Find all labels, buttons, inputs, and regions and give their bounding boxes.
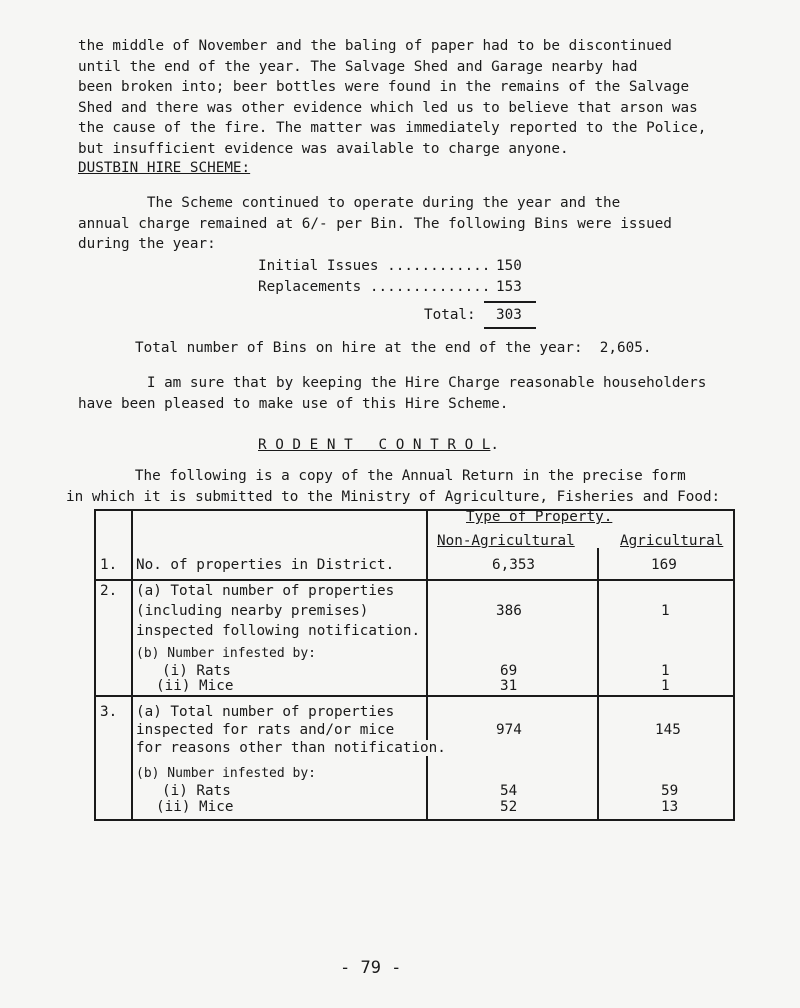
non-agricultural-value: 974 [496,722,522,738]
dustbin-heading: DUSTBIN HIRE SCHEME: [78,160,251,176]
agricultural-value: 1 [661,663,670,679]
table-row-rule [94,695,734,697]
text-line: been broken into; beer bottles were found in the remains of the Salvage [78,79,690,96]
agricultural-value: 145 [655,722,681,738]
row-label: (b) Number infested by: [136,646,317,661]
rodent-heading-suffix: . [490,437,500,453]
non-agricultural-value: 69 [500,663,518,679]
table-top-rule [94,509,734,511]
text-line: The following is a copy of the Annual Return in the precise form [66,468,686,484]
rodent-heading-text: R O D E N T C O N T R O L [258,437,491,453]
total-value: 303 [496,307,522,323]
table-right-rule [733,509,735,821]
sum-rule [484,301,536,303]
agricultural-header: Agricultural [620,533,724,549]
text-line: the middle of November and the baling of paper had to be discontinued [78,38,672,54]
non-agricultural-value: 31 [500,678,518,694]
table-bottom-rule [94,819,734,821]
intro-paragraph [78,36,758,160]
table-col-rule [131,509,133,821]
row-label: inspected for rats and/or mice [136,722,395,738]
text-line: annual charge remained at 6/- per Bin. The following Bins were issued [78,215,672,232]
text-line: have been pleased to make use of this Hire Scheme. [78,395,509,412]
text-line: The Scheme continued to operate during the year and the [78,195,621,211]
replacements-value: 153 [496,279,522,295]
row-label: (i) Rats [162,663,231,679]
text-line: but insufficient evidence was available to charge anyone. [78,140,569,157]
row-number: 2. [100,583,118,599]
initial-issues-label: Initial Issues ............ [258,258,491,274]
row-label: (a) Total number of properties [136,583,395,599]
non-agricultural-value: 54 [500,783,518,799]
agricultural-value: 59 [661,783,679,799]
text-line: the cause of the fire. The matter was immediately reported to the Police, [78,120,707,137]
row-label: (i) Rats [162,783,231,799]
agricultural-value: 1 [661,603,670,619]
non-agricultural-value: 6,353 [492,557,536,573]
dustbin-closing-paragraph [78,373,758,414]
total-label: Total: [424,307,476,323]
page-number: - 79 - [340,958,402,978]
text-line: during the year: [78,236,216,253]
text-line: Shed and there was other evidence which led us to believe that arson was [78,99,698,116]
non-agricultural-header: Non-Agricultural [437,533,575,549]
row-label: (a) Total number of properties [136,704,395,720]
total-rule [484,327,536,329]
agricultural-value: 169 [651,557,677,573]
text-line: until the end of the year. The Salvage Shed and Garage nearby had [78,58,638,75]
text-line: in which it is submitted to the Ministry of Agriculture, Fisheries and Food: [66,488,721,505]
row-number: 1. [100,557,118,573]
replacements-label: Replacements .............. [258,279,491,295]
bins-on-hire-text: Total number of Bins on hire at the end of the year: 2,605. [135,340,652,356]
rodent-paragraph [66,466,786,507]
rodent-heading [258,437,499,453]
row-number: 3. [100,704,118,720]
dustbin-paragraph [78,193,758,255]
table-left-rule [94,509,96,821]
row-label: No. of properties in District. [136,557,395,573]
non-agricultural-value: 386 [496,603,522,619]
type-of-property-header: Type of Property. [466,509,613,525]
text-line: I am sure that by keeping the Hire Charge reasonable householders [78,375,707,391]
row-label: for reasons other than notification. [136,740,446,756]
table-row-rule [94,579,734,581]
agricultural-value: 1 [661,678,670,694]
agricultural-value: 13 [661,799,679,815]
table-col-rule [426,509,428,821]
row-label: (b) Number infested by: [136,766,317,781]
row-label: inspected following notification. [136,623,421,639]
non-agricultural-value: 52 [500,799,518,815]
table-col-rule [597,548,599,821]
row-label: (ii) Mice [156,678,234,694]
initial-issues-value: 150 [496,258,522,274]
row-label: (ii) Mice [156,799,234,815]
row-label: (including nearby premises) [136,603,369,619]
